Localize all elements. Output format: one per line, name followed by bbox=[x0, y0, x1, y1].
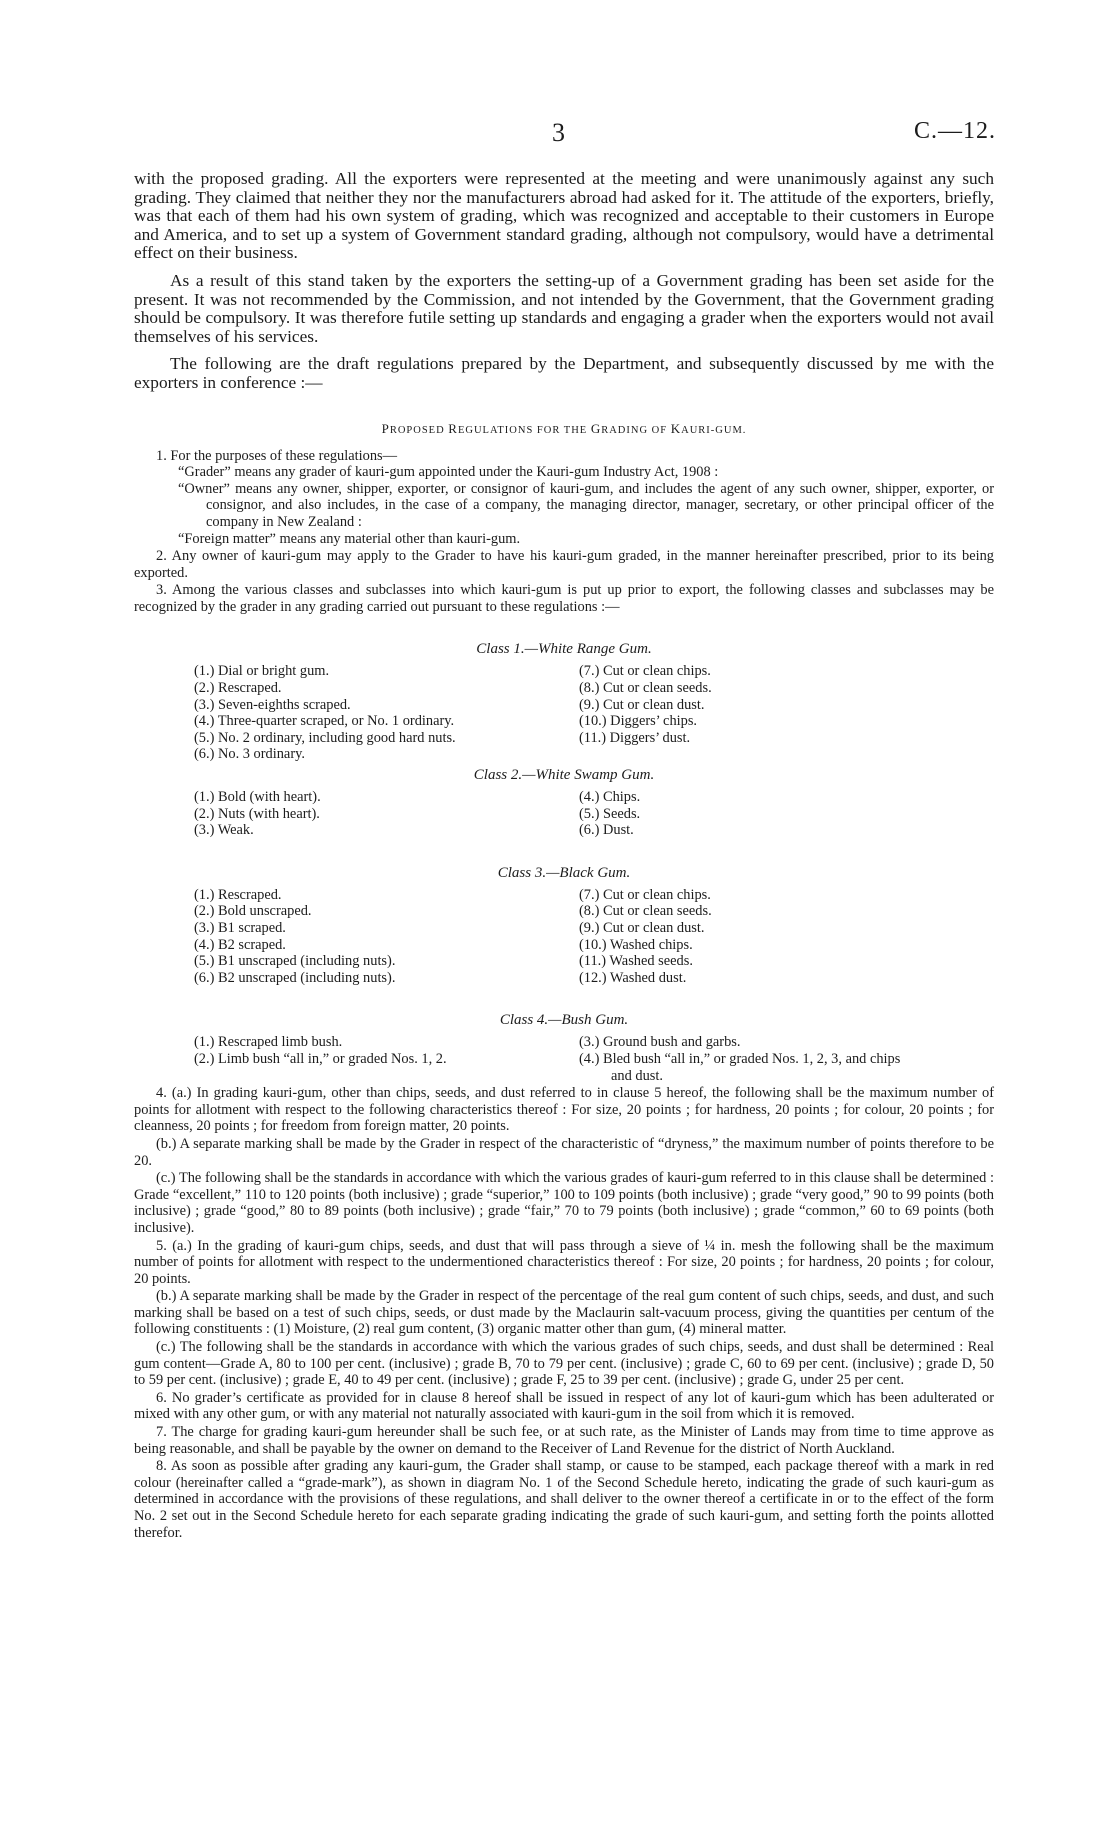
list-item: (1.) Rescraped. bbox=[194, 886, 282, 903]
class-4-right-column bbox=[579, 1034, 909, 1084]
list-item: (11.) Diggers’ dust. bbox=[579, 729, 691, 746]
clause-8: 8. As soon as possible after grading any kauri-gum, the Grader shall stamp, or cause to be stamped, each package thereof with a mark in red colour (hereinafter called a “grade-mark”), as shown in diagram No. 1 of the Second Schedule hereto, indicating the grade of such kauri-gum as determined in accordance with the provisions of these regulations, and shall deliver to the owner thereof a certificate in or to the effect of the form No. 2 set out in the Second Schedule hereto for each separate grading indicating the grade of such kauri-gum, and setting forth the points allotted therefor. bbox=[134, 1458, 994, 1541]
list-item: (5.) Seeds. bbox=[579, 805, 641, 822]
list-item: (3.) Weak. bbox=[194, 822, 254, 839]
list-item: (6.) B2 unscraped (including nuts). bbox=[194, 969, 396, 986]
clause-2: 2. Any owner of kauri-gum may apply to the Grader to have his kauri-gum graded, in the manner hereinafter prescribed, prior to its being exported. bbox=[134, 548, 994, 581]
definition-grader: “Grader” means any grader of kauri-gum appointed under the Kauri-gum Industry Act, 1908 : bbox=[178, 464, 719, 481]
class-4-list bbox=[134, 1034, 994, 1084]
class-2-list bbox=[134, 789, 994, 839]
clause-7: 7. The charge for grading kauri-gum hereunder shall be such fee, or at such rate, as the Minister of Lands may from time to time approve as being reasonable, and shall be payable by the owner on demand to the Receiver of Land Revenue for the district of North Auckland. bbox=[134, 1424, 994, 1457]
page-number: 3 bbox=[552, 118, 565, 147]
list-item: (9.) Cut or clean dust. bbox=[579, 920, 705, 936]
list-item: (7.) Cut or clean chips. bbox=[579, 663, 711, 680]
list-item: (2.) Limb bush “all in,” or graded Nos. 1, 2. bbox=[194, 1050, 447, 1067]
regulations-heading: PROPOSED REGULATIONS FOR THE GRADING OF KAURI-GUM. bbox=[381, 420, 747, 436]
clause-4b: (b.) A separate marking shall be made by the Grader in respect of the characteristic of “dryness,” the maximum number of points therefore to be 20. bbox=[134, 1135, 994, 1169]
clause-5b: (b.) A separate marking shall be made by the Grader in respect of the percentage of the real gum content of such chips, seeds, and dust, and such marking shall be based on a test of such chips, seeds, or dust made by the Maclaurin salt-vacuum process, giving the quantities per centum of the following constituents : (1) Moisture, (2) real gum content, (3) organic matter other than gum, (4) mineral matter. bbox=[134, 1288, 994, 1338]
clause-5a: 5. (a.) In the grading of kauri-gum chips, seeds, and dust that will pass through a sieve of ¼ in. mesh the following shall be the maximum number of points for allotment with respect to the undermentioned characteristics thereof : For size, 20 points ; for hardness, 20 points ; for colour, 20 points. bbox=[134, 1237, 994, 1287]
class-4-left-column bbox=[194, 1034, 579, 1084]
list-item: (2.) Nuts (with heart). bbox=[194, 805, 320, 822]
class-1-right-column bbox=[579, 663, 909, 763]
definition-owner: “Owner” means any owner, shipper, exporter, or consignor of kauri-gum, and includes the agent of any such owner, shipper, exporter, or consignor, and also includes, in the case of a company, the managing director, manager, secretary, or other principal officer of the company in New Zealand : bbox=[178, 480, 994, 530]
list-item: (4.) Three-quarter scraped, or No. 1 ordinary. bbox=[194, 713, 455, 730]
intro-paragraph: As a result of this stand taken by the exporters the setting-up of a Government grading has been set aside for the present. It was not recommended by the Commission, and not intended by the Government, that the Government grading should be compulsory. It was therefore futile setting up standards and engaging a grader when the exporters would not avail themselves of his services. bbox=[134, 270, 994, 346]
class-2-left-column bbox=[194, 789, 579, 839]
class-3-left-column bbox=[194, 887, 579, 987]
list-item: (8.) Cut or clean seeds. bbox=[579, 903, 712, 920]
clause-1-lead: 1. For the purposes of these regulations— bbox=[156, 447, 398, 464]
list-item: (3.) Ground bush and garbs. bbox=[579, 1034, 741, 1051]
document-body bbox=[134, 170, 994, 1541]
class-1-list bbox=[134, 663, 994, 763]
clause-5c: (c.) The following shall be the standards in accordance with which the various grades of such chips, seeds, and dust shall be determined : Real gum content—Grade A, 80 to 100 per cent. (inclusive) ; grade B, 70 to 79 per cent. (inclusive) ; grade C, 60 to 69 per cent. (inclusive) ; grade D, 50 to 59 per cent. (inclusive) ; grade E, 40 to 49 per cent. (inclusive) ; grade F, 25 to 39 per cent. (inclusive) ; grade G, under 25 per cent. bbox=[134, 1339, 994, 1389]
list-item: (2.) Rescraped. bbox=[194, 680, 282, 697]
list-item: (6.) No. 3 ordinary. bbox=[194, 746, 305, 763]
class-2-title: Class 2.—White Swamp Gum. bbox=[473, 767, 655, 784]
list-item: (6.) Dust. bbox=[579, 822, 634, 839]
list-item: (5.) B1 unscraped (including nuts). bbox=[194, 953, 396, 970]
list-item: (2.) Bold unscraped. bbox=[194, 903, 312, 920]
clause-4c: (c.) The following shall be the standards in accordance with which the various grades of kauri-gum referred to in this clause shall be determined : Grade “excellent,” 110 to 120 points (both inclusive) ; grade “superior,” 100 to 109 points (both inclusive) ; grade “very good,” 90 to 99 points (both inclusive) ; grade “good,” 80 to 89 points (both inclusive) ; grade “fair,” 70 to 79 points (both inclusive) ; grade “common,” 60 to 69 points (both inclusive). bbox=[134, 1170, 994, 1236]
list-item: (1.) Rescraped limb bush. bbox=[194, 1034, 343, 1051]
list-item: (3.) Seven-eighths scraped. bbox=[194, 696, 351, 713]
list-item: (10.) Washed chips. bbox=[579, 936, 693, 953]
list-item: (7.) Cut or clean chips. bbox=[579, 886, 711, 903]
list-item: (9.) Cut or clean dust. bbox=[579, 696, 705, 713]
clause-4a: 4. (a.) In grading kauri-gum, other than chips, seeds, and dust referred to in clause 5 hereof, the following shall be the maximum number of points for allotment with respect to the following characteristics thereof : For size, 20 points ; for hardness, 20 points ; for colour, 20 points ; for cleanness, 20 points ; for freedom from foreign matter, 20 points. bbox=[134, 1085, 994, 1135]
class-1-title: Class 1.—White Range Gum. bbox=[476, 641, 652, 658]
list-item: (4.) B2 scraped. bbox=[194, 936, 286, 953]
class-1-left-column bbox=[194, 663, 579, 763]
class-3-right-column bbox=[579, 887, 909, 987]
list-item: (11.) Washed seeds. bbox=[579, 953, 693, 970]
class-4-title: Class 4.—Bush Gum. bbox=[499, 1012, 629, 1029]
definition-foreign-matter: “Foreign matter” means any material other than kauri-gum. bbox=[178, 530, 521, 547]
class-2-right-column bbox=[579, 789, 909, 839]
list-item: (1.) Bold (with heart). bbox=[194, 789, 321, 806]
list-item: (3.) B1 scraped. bbox=[194, 920, 286, 936]
clause-6: 6. No grader’s certificate as provided for in clause 8 hereof shall be issued in respect of any lot of kauri-gum which has been adulterated or mixed with any other gum, or with any material not naturally associated with kauri-gum in the soil from which it is removed. bbox=[134, 1389, 994, 1423]
list-item: (1.) Dial or bright gum. bbox=[194, 663, 330, 680]
clause-3: 3. Among the various classes and subclasses into which kauri-gum is put up prior to export, the following classes and subclasses may be recognized by the grader in any grading carried out pursuant to these regulations :— bbox=[134, 582, 994, 615]
list-item: (4.) Bled bush “all in,” or graded Nos. 1, 2, 3, and chips and dust. bbox=[579, 1050, 901, 1084]
list-item: (10.) Diggers’ chips. bbox=[579, 713, 698, 730]
list-item: (8.) Cut or clean seeds. bbox=[579, 680, 712, 697]
intro-paragraph: The following are the draft regulations prepared by the Department, and subsequently discussed by me with the exporters in conference :— bbox=[134, 354, 994, 392]
document-reference: C.—12. bbox=[913, 118, 996, 144]
list-item: (12.) Washed dust. bbox=[579, 969, 687, 986]
list-item: (4.) Chips. bbox=[579, 789, 641, 806]
list-item: (5.) No. 2 ordinary, including good hard nuts. bbox=[194, 729, 456, 746]
page-header bbox=[0, 118, 1114, 152]
class-3-list bbox=[134, 887, 994, 987]
intro-paragraph: with the proposed grading. All the exporters were represented at the meeting and were unanimously against any such grading. They claimed that neither they nor the manufacturers abroad had asked for it. The attitude of the exporters, briefly, was that each of them had his own system of grading, which was recognized and acceptable to their customers in Europe and America, and to set up a system of Government standard grading, although not compulsory, would have a detrimental effect on their business. bbox=[134, 169, 994, 263]
class-3-title: Class 3.—Black Gum. bbox=[497, 864, 631, 881]
